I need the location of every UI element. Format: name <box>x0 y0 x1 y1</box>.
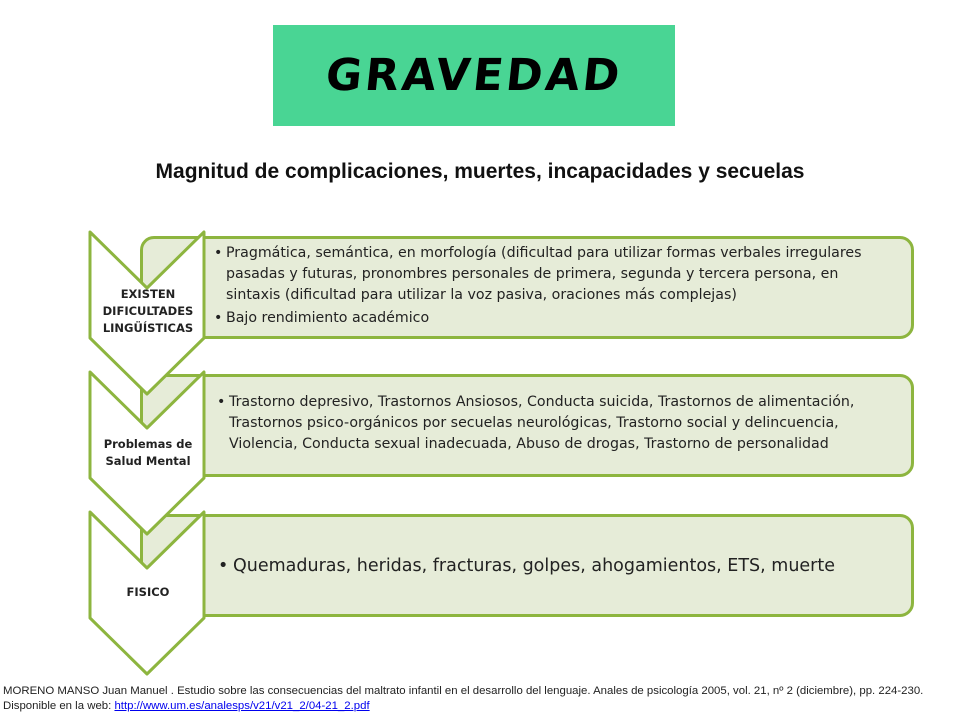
physical-item: • Quemaduras, heridas, fracturas, golpes, ahogamientos, ETS, muerte <box>233 554 893 578</box>
chevron-label-mental-health: Problemas de Salud Mental <box>103 437 193 468</box>
citation-text: MORENO MANSO Juan Manuel . Estudio sobre las consecuencias del maltrato infantil en el desarrollo del lenguaje. Anales de psicología 2005, vol. 21, nº 2 (diciembre), pp. 224-230. Disponible en la web: <box>3 685 924 712</box>
title-text: GRAVEDAD <box>323 50 625 101</box>
citation <box>3 684 959 714</box>
mental-health-item: • Trastorno depresivo, Trastornos Ansiosos, Conducta suicida, Trastornos de alimentación, Trastornos psico-orgánicos por secuelas neurológicas, Trastorno social y delincuencia, Violencia, Conducta sexual inadecuada, Abuso de drogas, Trastorno de personalidad <box>229 392 893 455</box>
linguistic-item: • Bajo rendimiento académico <box>226 308 893 329</box>
chevron-label-physical: FISICO <box>126 585 170 599</box>
citation-link[interactable]: http://www.um.es/analesps/v21/v21_2/04-21_2.pdf <box>114 700 370 712</box>
subtitle: Magnitud de complicaciones, muertes, incapacidades y secuelas <box>155 160 805 183</box>
linguistic-item: • Pragmática, semántica, en morfología (dificultad para utilizar formas verbales irregulares pasadas y futuras, pronombres personales de primera, segunda y tercera persona, en sintaxis (dificultad para utilizar la voz pasiva, oraciones más complejas) <box>226 243 893 306</box>
chevron-label-linguistic: EXISTEN DIFICULTADES LINGÜÍSTICAS <box>102 287 194 335</box>
